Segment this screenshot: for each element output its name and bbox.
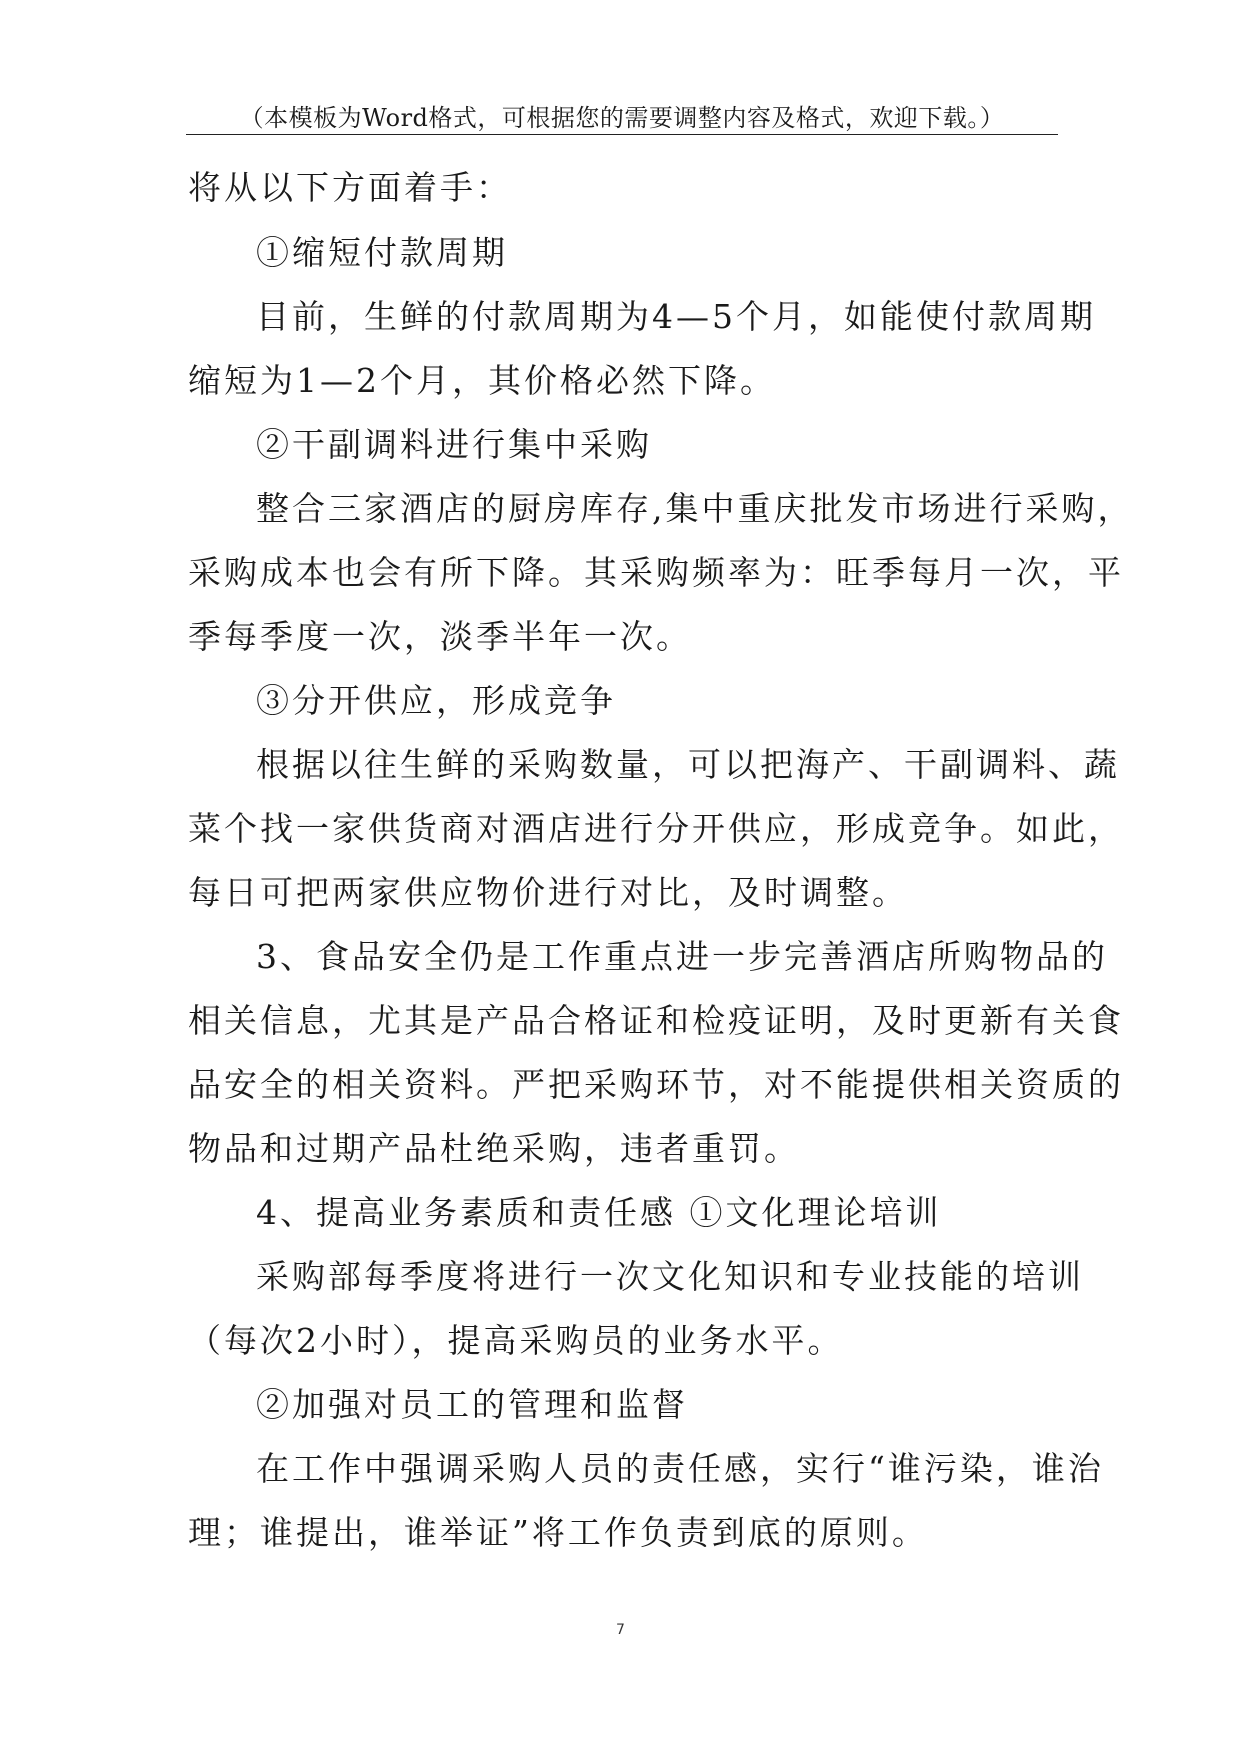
paragraph-line: 3、食品安全仍是工作重点进一步完善酒店所购物品的 — [256, 937, 1108, 976]
paragraph-line: （每次2小时），提高采购员的业务水平。 — [188, 1321, 844, 1360]
paragraph-line: 在工作中强调采购人员的责任感，实行“谁污染，谁治 — [256, 1449, 1104, 1488]
paragraph-line: 品安全的相关资料。严把采购环节，对不能提供相关资质的 — [188, 1065, 1124, 1104]
paragraph-line: 季每季度一次，淡季半年一次。 — [188, 617, 692, 656]
paragraph-line: 采购部每季度将进行一次文化知识和专业技能的培训 — [256, 1257, 1084, 1296]
paragraph-line: 每日可把两家供应物价进行对比，及时调整。 — [188, 873, 908, 912]
paragraph-line: ③分开供应，形成竞争 — [256, 681, 616, 720]
paragraph-line: 将从以下方面着手： — [188, 168, 512, 207]
page-number: 7 — [616, 1622, 625, 1638]
paragraph-line: 缩短为1—2个月，其价格必然下降。 — [188, 361, 776, 400]
paragraph-line: 4、提高业务素质和责任感 ①文化理论培训 — [256, 1193, 942, 1232]
paragraph-line: 相关信息，尤其是产品合格证和检疫证明，及时更新有关食 — [188, 1001, 1124, 1040]
paragraph-line: 根据以往生鲜的采购数量，可以把海产、干副调料、蔬 — [256, 745, 1120, 784]
paragraph-line: 采购成本也会有所下降。其采购频率为：旺季每月一次，平 — [188, 553, 1124, 592]
header-note: （本模板为Word格式，可根据您的需要调整内容及格式，欢迎下载。） — [239, 104, 1005, 132]
paragraph-line: ②干副调料进行集中采购 — [256, 425, 652, 464]
paragraph-line: 目前，生鲜的付款周期为4—5个月，如能使付款周期 — [256, 297, 1096, 336]
paragraph-line: 整合三家酒店的厨房库存,集中重庆批发市场进行采购， — [256, 489, 1134, 528]
paragraph-line: ②加强对员工的管理和监督 — [256, 1385, 688, 1424]
paragraph-line: 理；谁提出，谁举证”将工作负责到底的原则。 — [188, 1513, 928, 1552]
paragraph-line: 物品和过期产品杜绝采购，违者重罚。 — [188, 1129, 800, 1168]
paragraph-line: ①缩短付款周期 — [256, 233, 508, 272]
paragraph-line: 菜个找一家供货商对酒店进行分开供应，形成竞争。如此， — [188, 809, 1124, 848]
